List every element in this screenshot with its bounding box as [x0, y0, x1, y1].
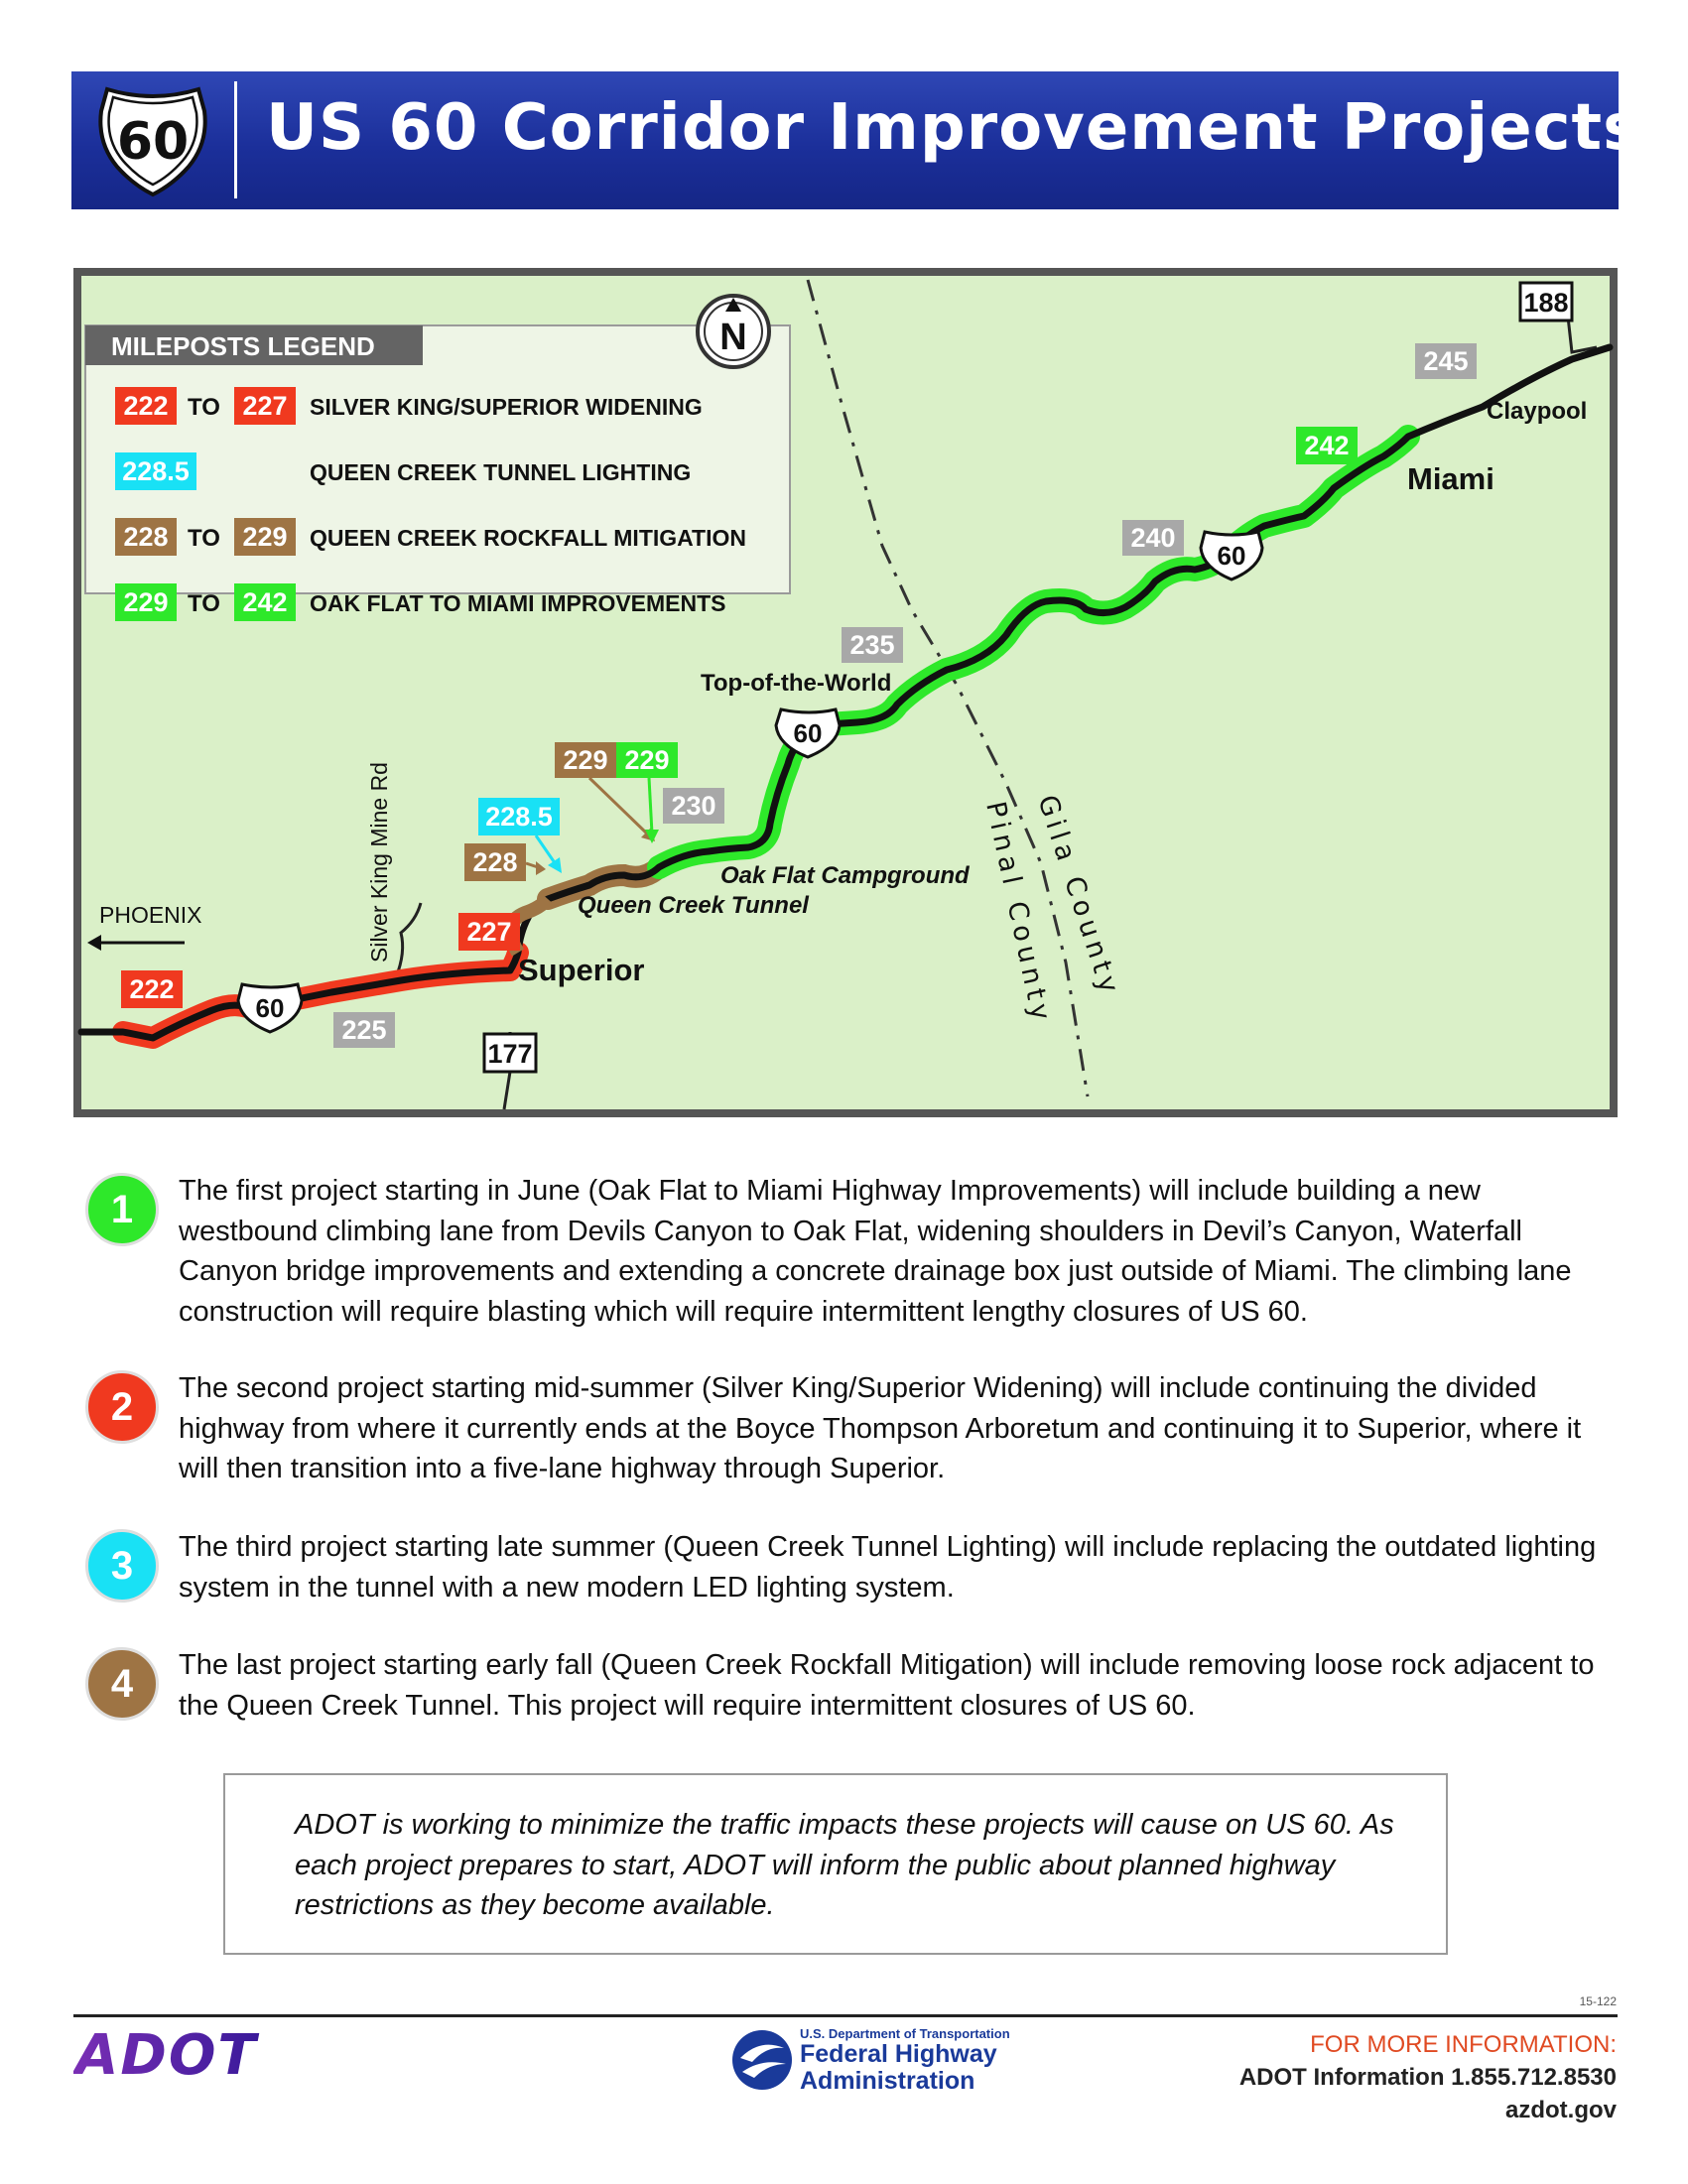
legend-label-2: QUEEN CREEK TUNNEL LIGHTING [310, 459, 692, 485]
svg-text:228: 228 [472, 847, 518, 877]
legend-to-3: TO [188, 525, 220, 552]
legend-end-4: 242 [242, 587, 288, 617]
label-phoenix: PHOENIX [99, 902, 202, 928]
project-number-badge: 1 [85, 1173, 159, 1246]
svg-text:235: 235 [849, 630, 895, 660]
project-description: The last project starting early fall (Queen Creek Rockfall Mitigation) will include removing loose rock adjacent to the Queen Creek Tunnel. This project will require intermittent closures of US 60. [179, 1649, 1595, 1722]
project-description: The second project starting mid-summer (Silver King/Superior Widening) will include continuing the divided highway from where it currently ends at the Boyce Thompson Arboretum and continuing it to Superior, where it will then transition into a five-lane highway through Superior. [179, 1372, 1582, 1484]
header-banner [71, 71, 1642, 209]
us-route-shield-icon [93, 81, 212, 200]
us60-shield-mid-number: 60 [793, 718, 823, 748]
milepost-240 [1122, 520, 1184, 556]
label-gila-county: Gila County [1031, 791, 1126, 1001]
svg-text:230: 230 [671, 791, 716, 821]
page-title: US 60 Corridor Improvement Projects [266, 91, 1642, 165]
milepost-229-rockfall [555, 742, 616, 778]
adot-logo [73, 2024, 302, 2084]
svg-text:240: 240 [1130, 523, 1176, 553]
label-pinal-county: Pinal County [979, 799, 1058, 1028]
legend-label-3: QUEEN CREEK ROCKFALL MITIGATION [310, 525, 746, 551]
svg-text:222: 222 [129, 974, 175, 1004]
footer-divider [73, 2014, 1618, 2017]
legend-end-3: 229 [242, 522, 288, 552]
project-number-badge: 3 [85, 1529, 159, 1603]
corridor-map [73, 268, 1618, 1117]
us60-shield-east-number: 60 [1217, 541, 1246, 571]
label-superior: Superior [518, 953, 645, 987]
milepost-225 [333, 1012, 395, 1048]
svg-text:227: 227 [466, 917, 512, 947]
contact-heading: FOR MORE INFORMATION: [1310, 2031, 1617, 2058]
milepost-242 [1296, 427, 1358, 464]
label-miami: Miami [1407, 461, 1494, 496]
contact-info [1239, 2028, 1617, 2126]
label-silver-king-rd: Silver King Mine Rd [366, 762, 392, 963]
header-divider [234, 81, 237, 198]
legend-from-2: 228.5 [122, 456, 190, 486]
label-top-of-the-world: Top-of-the-World [701, 670, 892, 697]
milepost-230 [663, 788, 724, 824]
us60-shield-west-number: 60 [255, 993, 285, 1023]
fhwa-name-line-2: Administration [800, 2067, 975, 2095]
contact-phone: ADOT Information 1.855.712.8530 [1238, 2064, 1617, 2091]
milepost-228 [464, 843, 526, 881]
project-number-badge: 2 [85, 1370, 159, 1444]
label-claypool: Claypool [1487, 398, 1588, 425]
label-oak-flat: Oak Flat Campground [720, 862, 970, 889]
svg-text:242: 242 [1304, 431, 1350, 460]
legend-title: MILEPOSTS LEGEND [111, 331, 375, 361]
milepost-222 [121, 970, 183, 1008]
svg-text:245: 245 [1423, 346, 1469, 376]
document-code: 15-122 [1579, 1994, 1617, 2008]
milepost-235 [842, 627, 903, 663]
sr188-shield [1520, 283, 1572, 321]
project-number-badge: 4 [85, 1647, 159, 1721]
legend-label-1: SILVER KING/SUPERIOR WIDENING [310, 394, 703, 420]
fhwa-logo [730, 2024, 1028, 2100]
project-description: The third project starting late summer (Queen Creek Tunnel Lighting) will include replacing the outdated lighting system in the tunnel with a new modern LED lighting system. [179, 1531, 1597, 1604]
legend-to-1: TO [188, 394, 220, 421]
sr177-number: 177 [487, 1039, 533, 1069]
milepost-227 [458, 913, 520, 951]
impact-note-box [223, 1773, 1448, 1955]
north-arrow-icon [698, 296, 769, 367]
legend-from-4: 229 [123, 587, 169, 617]
legend-end-1: 227 [242, 391, 288, 421]
header-route-number: 60 [116, 112, 190, 172]
sr177-shield [484, 1034, 536, 1072]
svg-text:225: 225 [341, 1015, 387, 1045]
legend-label-4: OAK FLAT TO MIAMI IMPROVEMENTS [310, 590, 726, 616]
legend-from-1: 222 [123, 391, 169, 421]
milepost-228-5 [478, 798, 560, 835]
fhwa-department: U.S. Department of Transportation [800, 2026, 1010, 2041]
milepost-245 [1415, 343, 1477, 379]
contact-website-link[interactable]: azdot.gov [1505, 2097, 1617, 2123]
svg-text:229: 229 [624, 745, 670, 775]
legend-to-4: TO [188, 590, 220, 617]
compass-letter: N [719, 317, 747, 358]
adot-logo-text: ADOT [75, 2024, 258, 2084]
dot-emblem-icon [730, 2028, 794, 2092]
project-description: The first project starting in June (Oak Flat to Miami Highway Improvements) will include building a new westbound climbing lane from Devils Canyon to Oak Flat, widening shoulders in Devil’s Canyon, Waterfall Canyon bridge improvements and extending a concrete drainage box just outside of Miami. The climbing lane construction will require blasting which will require intermittent lengthy closures of US 60. [179, 1175, 1572, 1328]
svg-text:229: 229 [563, 745, 608, 775]
sr188-number: 188 [1523, 288, 1569, 318]
label-queen-creek-tunnel: Queen Creek Tunnel [578, 892, 809, 919]
fhwa-name-line-1: Federal Highway [800, 2040, 997, 2068]
milepost-229-oak [616, 742, 678, 778]
impact-note-text: ADOT is working to minimize the traffic impacts these projects will cause on US 60. As each project prepares to start, ADOT will inform the public about planned highway restrictions as they become available. [295, 1809, 1394, 1921]
svg-text:228.5: 228.5 [485, 802, 553, 832]
legend-from-3: 228 [123, 522, 169, 552]
